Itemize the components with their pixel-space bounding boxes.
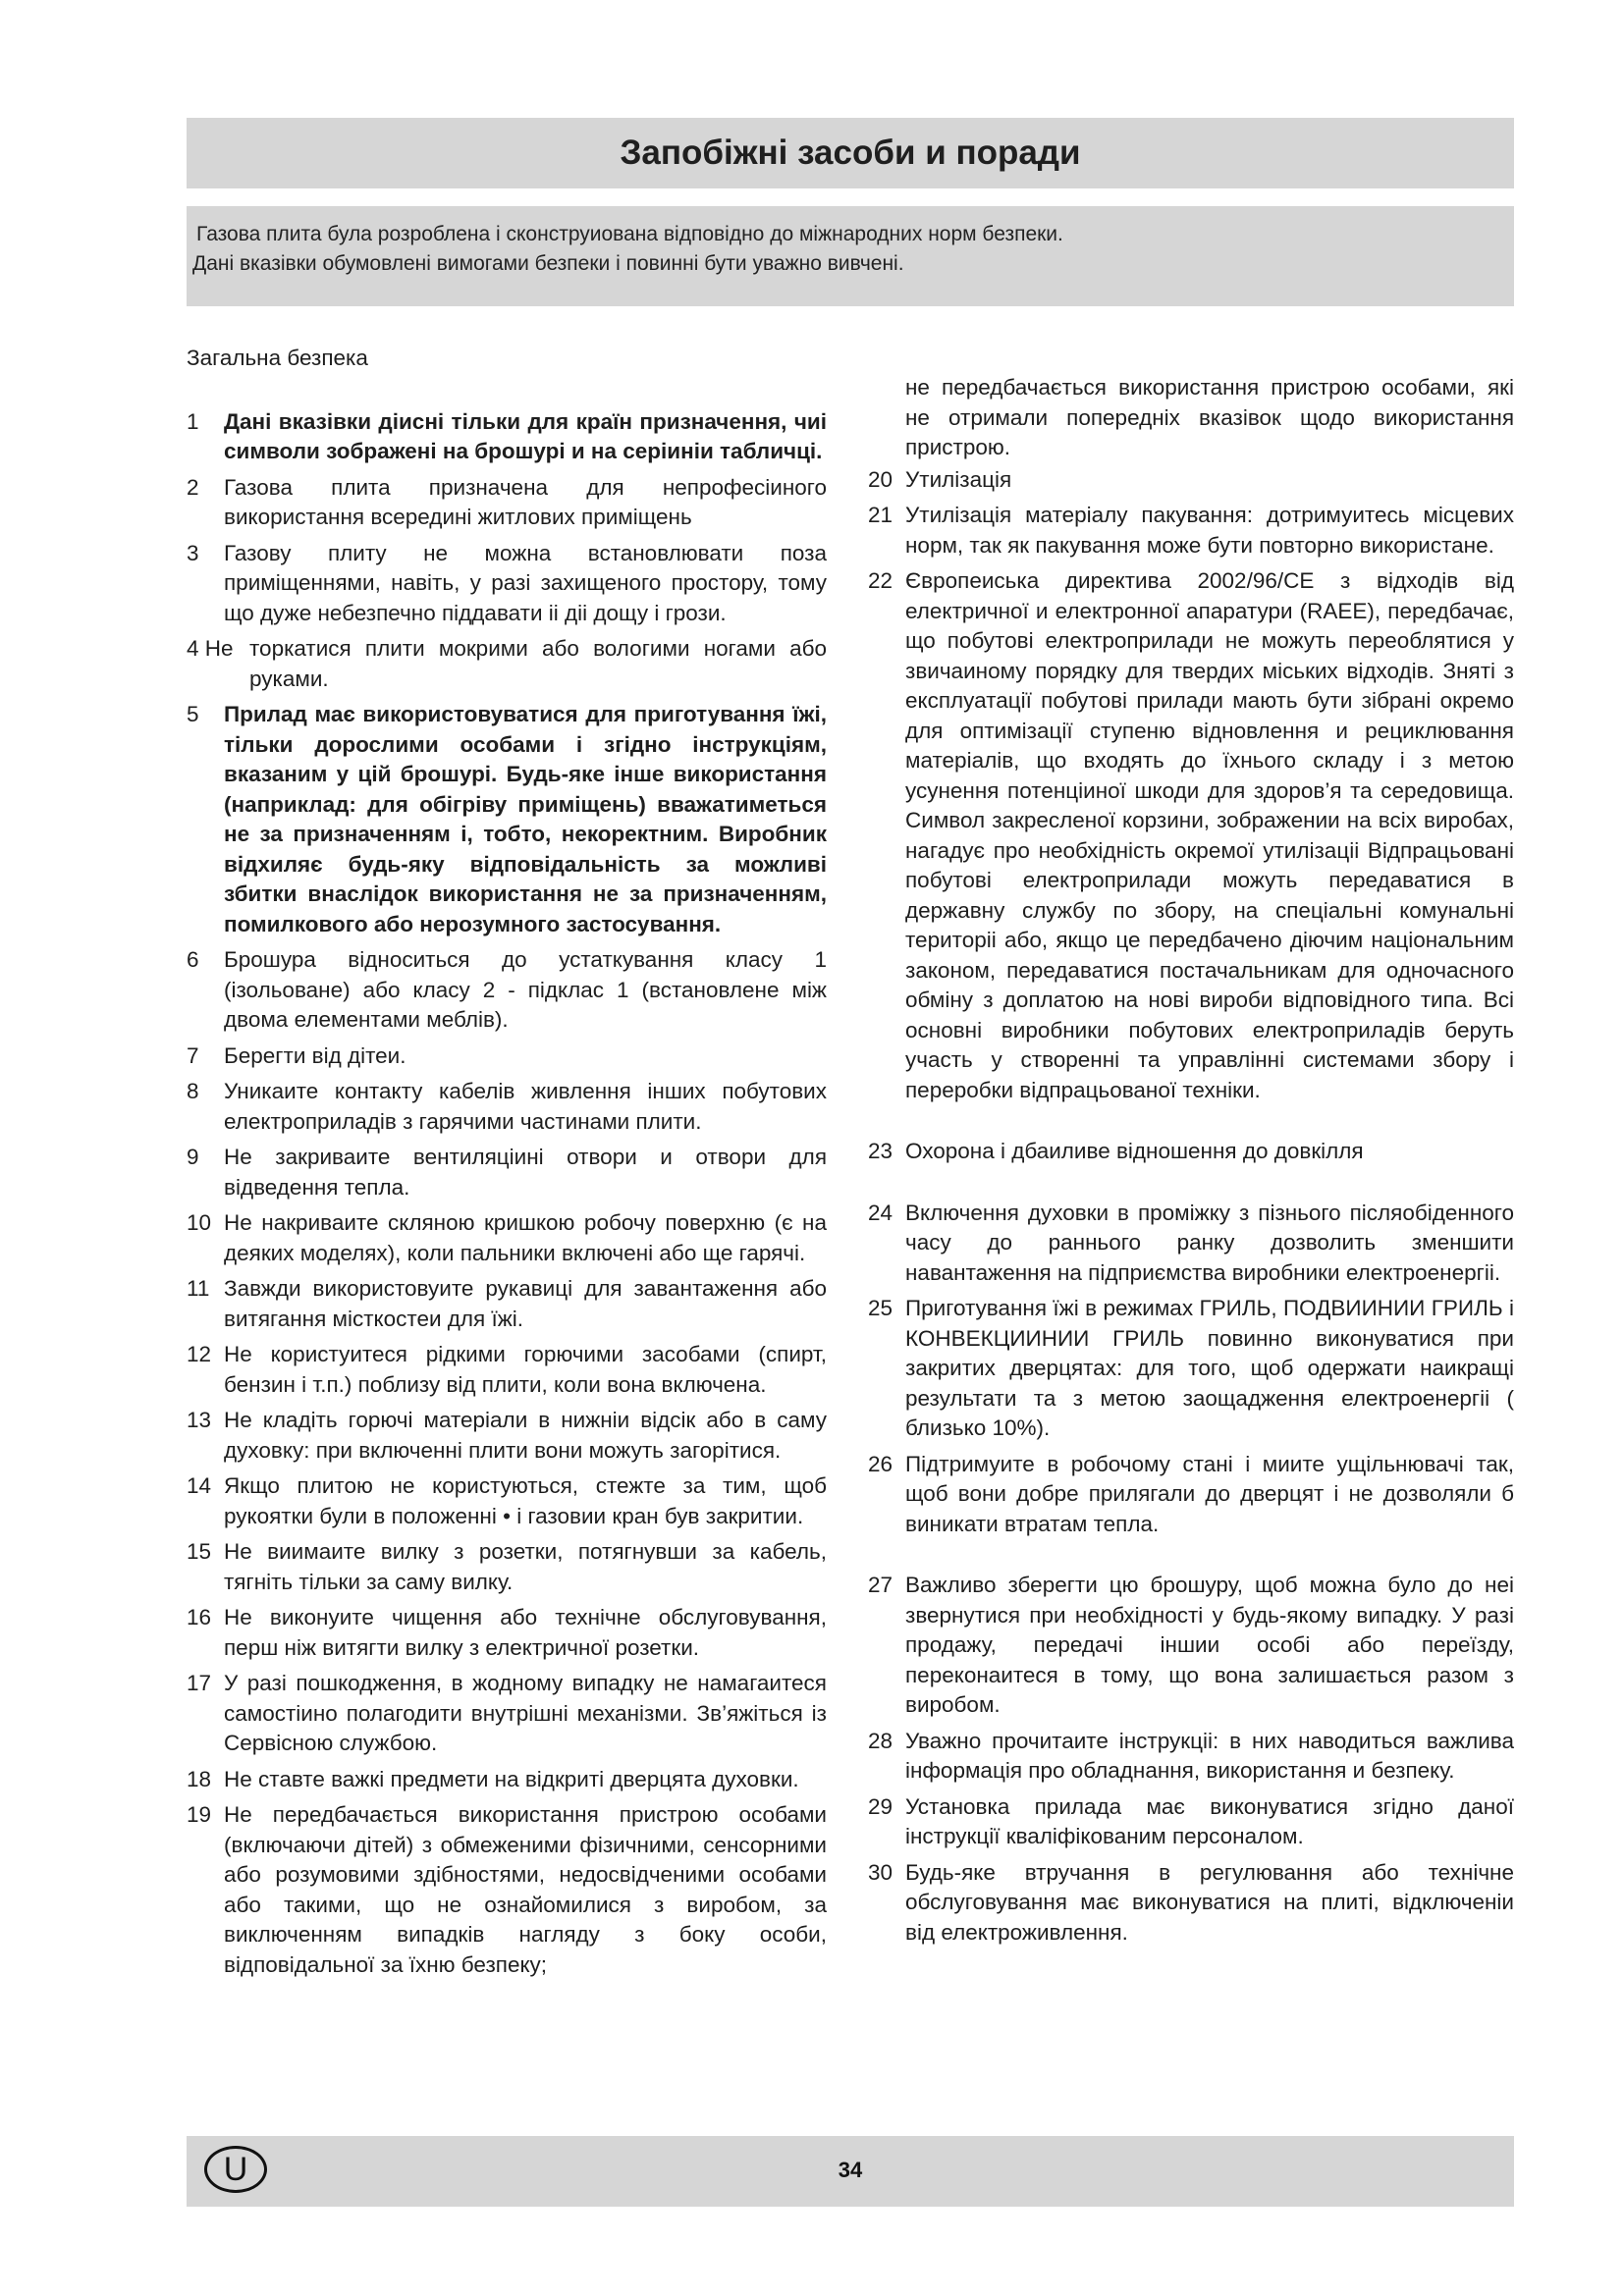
list-item: 13 Не кладіть горючі матеріали в нижніи відсік або в саму духовку: при включенні плити вони можуть загорітися. — [187, 1408, 827, 1463]
intro-line-2: Дані вказівки обумовлені вимогами безпеки і повинні бути уважно вивчені. — [192, 252, 904, 275]
page-number: 34 — [838, 2158, 863, 2182]
list-item: 10 Не накриваите скляною кришкою робочу поверхню (є на деяких моделях), коли пальники включені або ще гарячі. — [187, 1210, 827, 1265]
list-item: 7 Берегти від дітеи. — [187, 1042, 406, 1068]
list-item: 2 Газова плита призначена для непрофесіиного використання всередині житлових приміщень — [187, 474, 827, 529]
list-item: 15 Не виимаите вилку з розетки, потягнувши за кабель, тягніть тільки за саму вилку. — [187, 1539, 827, 1594]
footer-bar — [187, 2136, 1514, 2207]
list-item: 9 Не закриваите вентиляціині отвори и отвори для відведення тепла. — [187, 1145, 827, 1200]
section-heading-general-safety: Загальна безпека — [187, 346, 368, 370]
intro-box — [187, 206, 1514, 306]
list-item: 6 Брошура відноситься до устаткування класу 1 (ізольоване) або класу 2 - підклас 1 (встановлене між двома елементами меблів). — [187, 947, 827, 1032]
list-item: 21 Утилізація матеріалу пакування: дотримуитесь місцевих норм, так як пакування може бути повторно використане. — [868, 503, 1514, 558]
list-item: 4 Не торкатися плити мокрими або вологими ногами або руками. — [187, 636, 827, 691]
list-item: 12 Не користуитеся рідкими горючими засобами (спирт, бензин і т.п.) поблизу від плити, коли вона включена. — [187, 1342, 827, 1397]
list-item: 24 Включення духовки в проміжку з пізнього післяобіденного часу до раннього ранку дозволить зменшити навантаження на підприємства виробники електроенергіі. — [868, 1200, 1514, 1285]
list-item: 3 Газову плиту не можна встановлювати поза приміщеннями, навіть, у разі захищеного простору, тому що дуже небезпечно піддавати іі діі дощу і грози. — [187, 540, 827, 625]
list-item: 14 Якщо плитою не користуються, стежте за тим, щоб рукоятки були в положенні • і газовии кран був закритии. — [187, 1473, 827, 1528]
list-item: 23 Охорона і дбаиливе відношення до довкілля — [868, 1139, 1364, 1163]
list-item: 28 Уважно прочитаите інструкціі: в них наводиться важлива інформація про обладнання, використання и безпеку. — [868, 1728, 1514, 1783]
list-item: 22 Європеиська директива 2002/96/CE з відходів від електричної и електронної апаратури (RAEE), передбачає, що побутові електроприлади не можуть переоблятися у звичаиному порядку для твердих міських відходів. Зняті з експлуатації побутові прилади мають бути зібрані окремо для оптимізації ступеню відновлення и рециклювання матеріалів, що входять до їхнього складу і з метою усунення потенціиної шкоди для здоров’я та середовища. Символ закресленої корзини, зображении на всіх виробах, нагадує про необхідність окремої утилізаціі Відпрацьовані побутові електроприлади можуть передаватися в державну службу по збору, на спеціальні комунальні територіі або, якщо це передбачено діючим національним законом, передаватися постачальникам для одночасного обміну з доплатою на нові вироби відповідного типа. Всі основні виробники побутових електроприладів беруть участь у створенні та управлінні системами збору і переробки відпрацьованої техніки. — [868, 568, 1514, 1102]
country-code: U — [223, 2150, 248, 2188]
list-item: 18 Не ставте важкі предмети на відкриті дверцята духовки. — [187, 1766, 799, 1791]
list-item: 26 Підтримуите в робочому стані і миите ущільнювачі так, щоб вони добре прилягали до дверцят і не дозволяли б виникати втратам тепла. — [868, 1451, 1514, 1536]
list-item: 17 У разі пошкодження, в жодному випадку не намагаитеся самостіино полагодити внутрішні механізми. Зв’яжіться із Сервісною службою. — [187, 1671, 827, 1755]
list-item: 25 Приготування їжі в режимах ГРИЛЬ, ПОДВИИНИИ ГРИЛЬ і КОНВЕКЦИИНИИ ГРИЛЬ повинно виконуватися при закритих дверцятах: для того, щоб одержати наикращі результати та з метою заощадження електроенергіі ( близько 10%). — [868, 1296, 1514, 1440]
list-item: 1 Дані вказівки діисні тільки для країн призначення, чиі символи зображені на брошурі и на серіиніи табличці. — [187, 408, 827, 463]
list-item: 16 Не виконуите чищення або технічне обслуговування, перш ніж витягти вилку з електричної розетки. — [187, 1605, 827, 1660]
list-item: 19 Не передбачається використання пристрою особами (включаючи дітей) з обмеженими фізичними, сенсорними або розумовими здібностями, недосвідченими особами або такими, що не ознайомилися з виробом, за виключенням випадків нагляду з боку особи, відповідальної за їхню безпеку; — [187, 1802, 827, 1977]
list-item: 20 Утилізація — [868, 466, 1012, 492]
list-item: 27 Важливо зберегти цю брошуру, щоб можна було до неі звернутися при необхідності у будь-якому випадку. У разі продажу, передачі іншии особі або переїзду, переконаитеся в тому, що вона залишається разом з виробом. — [868, 1573, 1514, 1717]
left-column — [187, 344, 827, 1986]
right-column — [868, 373, 1514, 1953]
list-item: 30 Будь-яке втручання в регулювання або технічне обслуговування має виконуватися на плиті, відключеніи від електроживлення. — [868, 1859, 1514, 1945]
page-title-bar — [187, 118, 1514, 188]
list-item: 8 Уникаите контакту кабелів живлення інших побутових електроприладів з гарячими частинами плити. — [187, 1079, 827, 1134]
list-item: 5 Прилад має використовуватися для приготування їжі, тільки дорослими особами і згідно інструкціям, вказаним у цій брошурі. Будь-яке інше використання (наприклад: для обігріву приміщень) вважатиметься не за призначенням і, тобто, некоректним. Виробник відхиляє будь-яку відповідальність за можливі збитки внаслідок використання не за призначенням, помилкового або нерозумного застосування. — [187, 702, 827, 936]
continuation-text: не передбачається використання пристрою особами, які не отримали попередніх вказівок щодо використання пристрою. — [905, 375, 1514, 459]
list-item: 11 Завжди використовуите рукавиці для завантаження або витягання місткостеи для їжі. — [187, 1276, 827, 1331]
list-item: 29 Установка прилада має виконуватися згідно даної інструкції кваліфікованим персоналом. — [868, 1793, 1514, 1848]
page-title: Запобіжні засоби и поради — [620, 133, 1081, 172]
intro-line-1: Газова плита була розроблена і сконструиована відповідно до міжнародних норм безпеки. — [196, 223, 1063, 245]
